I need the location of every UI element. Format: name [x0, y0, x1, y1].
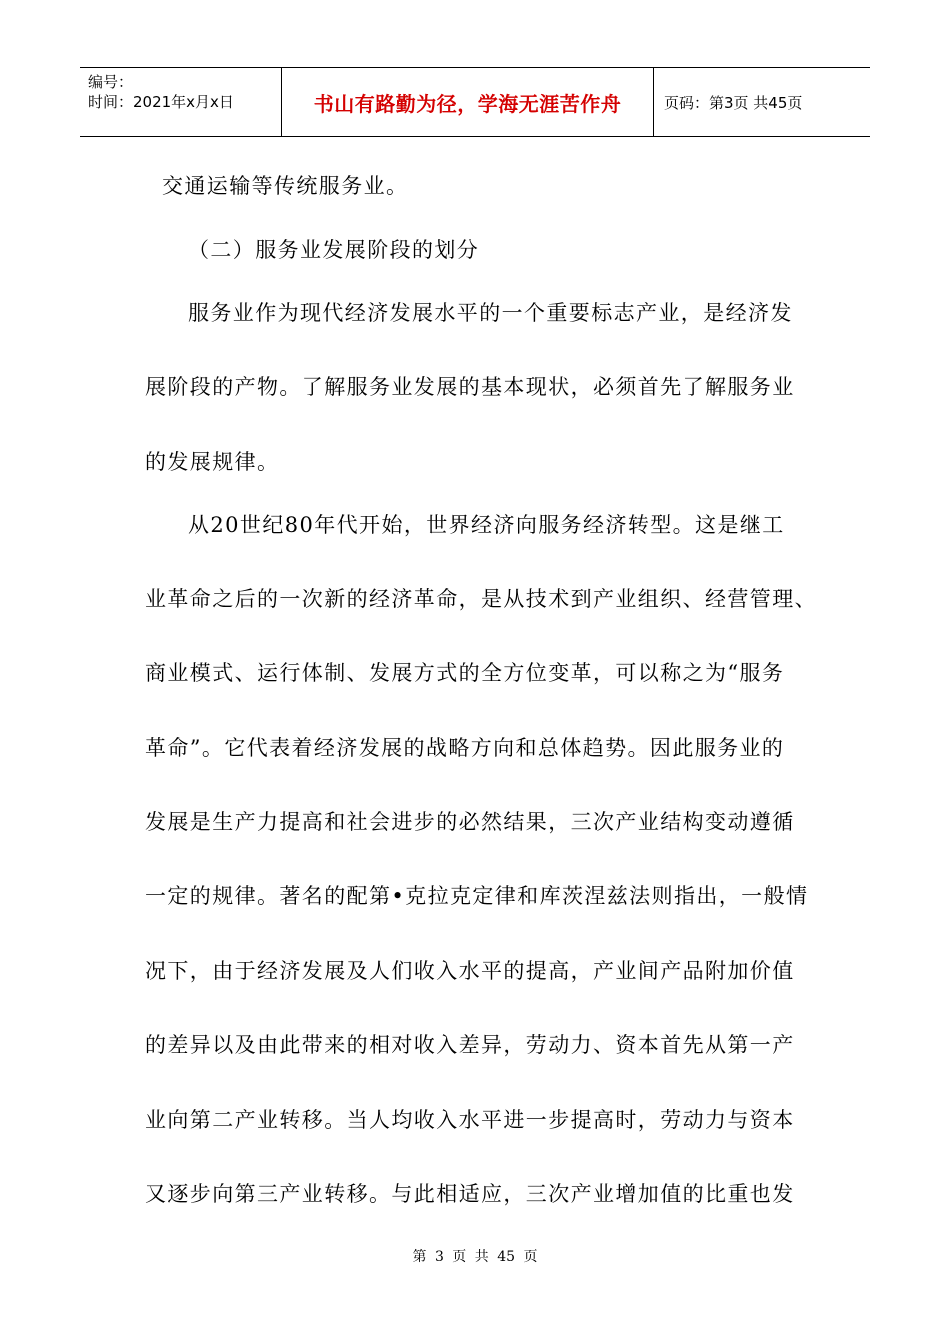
body-line: 业向第二产业转移。当人均收入水平进一步提高时，劳动力与资本: [145, 1108, 795, 1132]
body-line: 一定的规律。著名的配第•克拉克定律和库茨涅兹法则指出，一般情: [145, 884, 809, 908]
body-line: 业革命之后的一次新的经济革命，是从技术到产业组织、经营管理、: [145, 587, 817, 611]
document-number-label: 编号：: [88, 73, 134, 91]
body-line: 的差异以及由此带来的相对收入差异，劳动力、资本首先从第一产: [145, 1033, 795, 1057]
page-footer: 第 3 页 共 45 页: [412, 1249, 538, 1265]
body-line: 又逐步向第三产业转移。与此相适应，三次产业增加值的比重也发: [145, 1182, 795, 1206]
body-line: 况下，由于经济发展及人们收入水平的提高，产业间产品附加价值: [145, 959, 795, 983]
header-page-info: 页码：第3页 共45页: [664, 93, 803, 112]
body-line: 展阶段的产物。了解服务业发展的基本现状，必须首先了解服务业: [145, 375, 795, 399]
section-heading: （二）服务业发展阶段的划分: [188, 238, 480, 262]
page-header: [80, 67, 870, 137]
body-line: 发展是生产力提高和社会进步的必然结果，三次产业结构变动遵循: [145, 810, 795, 834]
document-date: 时间：2021年x月x日: [88, 93, 234, 111]
body-line: 交通运输等传统服务业。: [162, 174, 409, 198]
body-line: 革命”。它代表着经济发展的战略方向和总体趋势。因此服务业的: [145, 736, 785, 760]
body-line: 服务业作为现代经济发展水平的一个重要标志产业，是经济发: [188, 301, 793, 325]
body-line: 的发展规律。: [145, 450, 280, 474]
header-motto: 书山有路勤为径，学海无涯苦作舟: [282, 68, 654, 136]
header-meta: [80, 68, 282, 136]
body-line: 从20世纪80年代开始，世界经济向服务经济转型。这是继工: [188, 513, 785, 537]
body-line: 商业模式、运行体制、发展方式的全方位变革，可以称之为“服务: [145, 661, 785, 685]
